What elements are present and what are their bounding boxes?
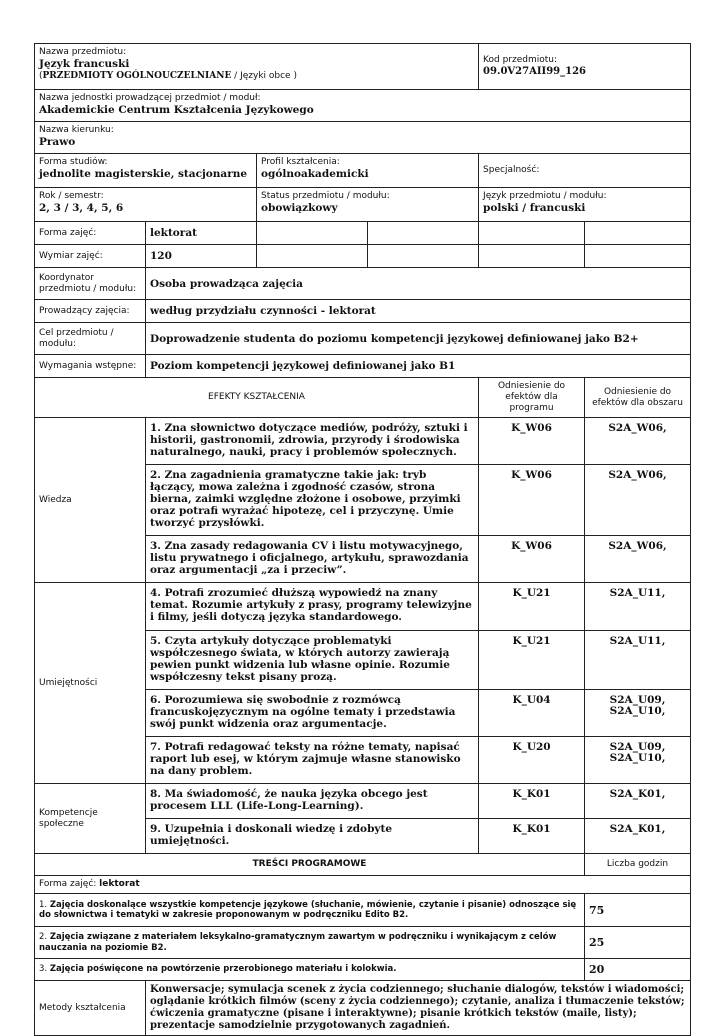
- field-label: Nazwa kierunku:: [39, 125, 114, 135]
- topic-hours: 25: [585, 927, 691, 959]
- requirements-label: Wymagania wstępne:: [35, 355, 146, 378]
- empty-cell: [479, 222, 585, 245]
- empty-cell: [585, 222, 691, 245]
- language-label: Język przedmiotu / modułu:: [483, 191, 607, 201]
- methods-text: Konwersacje; symulacja scenek z życia codziennego; słuchanie dialogów, tekstów i wiadomości; oglądanie krótkich filmów (sceny z życia codziennego); czytanie, analiza i tłumaczenie tekstów; ćwiczenia gramatyczne (pisane i interaktywne); pisanie krótkich tekstów (maile, listy); prezentacje samodzielnie przygotowanych zagadnień.: [146, 981, 691, 1036]
- hours-total: 120: [146, 245, 257, 268]
- effect-area-ref: S2A_U09, S2A_U10,: [585, 737, 691, 784]
- effect-text: 4. Potrafi zrozumieć dłuższą wypowiedź na znany temat. Rozumie artykuły z prasy, programy telewizyjne i filmy, jeśli dotyczą języka standardowego.: [146, 583, 479, 631]
- effect-area-ref: S2A_K01,: [585, 819, 691, 854]
- effect-group-label: Kompetencje społeczne: [35, 784, 146, 854]
- paren-open: (: [39, 71, 43, 81]
- teacher: według przydziału czynności - lektorat: [146, 300, 691, 323]
- course-info-table: [34, 43, 691, 378]
- effect-area-ref: S2A_W06,: [585, 465, 691, 536]
- effect-text: 2. Zna zagadnienia gramatyczne takie jak: tryb łączący, mowa zależna i zgodność czasów, strona bierna, zaimki względne złożone i osobowe, przyimki oraz potrafi wyrażać hipotezę, cel i przyczynę. Umie tworzyć przysłówki.: [146, 465, 479, 536]
- effects-title: EFEKTY KSZTAŁCENIA: [35, 378, 479, 418]
- status-cell: [257, 188, 479, 222]
- status: obowiązkowy: [261, 202, 338, 214]
- empty-cell: [585, 245, 691, 268]
- language-cell: [479, 188, 691, 222]
- year-label: Rok / semestr:: [39, 191, 104, 201]
- topic-number: 3.: [39, 964, 50, 975]
- empty-cell: [479, 245, 585, 268]
- subject-code-label: Kod przedmiotu:: [483, 55, 558, 65]
- subject-group-separator: /: [231, 71, 241, 81]
- unit-cell: [35, 90, 691, 122]
- effect-program-ref: K_W06: [479, 418, 585, 465]
- course-card: [34, 43, 690, 1036]
- effect-program-ref: K_U20: [479, 737, 585, 784]
- empty-cell: [257, 245, 368, 268]
- field-name: Prawo: [39, 136, 76, 148]
- effect-program-ref: K_U21: [479, 631, 585, 690]
- topic-hours: 75: [585, 894, 691, 927]
- effect-text: 1. Zna słownictwo dotyczące mediów, podróży, sztuki i historii, gastronomii, zdrowia, przyrody i środowiska naturalnego, nauki, pracy i problemów społecznych.: [146, 418, 479, 465]
- subject-code: 09.0V27AII99_126: [483, 66, 586, 77]
- empty-cell: [368, 222, 479, 245]
- topic-text: Zajęcia doskonalące wszystkie kompetencje językowe (słuchanie, mówienie, czytanie i pisanie) odnoszące się do słownictwa i tematyki w zakresie proponowanym w podręczniku Edito B2.: [39, 899, 577, 920]
- hours-col-header: Liczba godzin: [585, 854, 691, 876]
- content-title: TREŚCI PROGRAMOWE: [35, 854, 585, 876]
- content-form-row: [35, 876, 691, 894]
- paren-close: ): [290, 71, 297, 81]
- content-form-prefix: Forma zajęć:: [39, 879, 100, 889]
- effect-program-ref: K_U04: [479, 690, 585, 737]
- effect-text: 3. Zna zasady redagowania CV i listu motywacyjnego, listu prywatnego i oficjalnego, artykułu, sprawozdania oraz argumentacji „za i przeciw”.: [146, 536, 479, 583]
- subject-group-line: [39, 70, 474, 82]
- specialty-cell: [479, 154, 691, 188]
- study-form-label: Forma studiów:: [39, 157, 108, 167]
- effects-table: [34, 377, 691, 854]
- goal-label: Cel przedmiotu / modułu:: [35, 323, 146, 355]
- teacher-label: Prowadzący zajęcia:: [35, 300, 146, 323]
- profile-cell: [257, 154, 479, 188]
- topic-row: [35, 894, 585, 927]
- field-cell: [35, 122, 691, 154]
- topic-number: 1.: [39, 899, 50, 910]
- unit-label: Nazwa jednostki prowadzącej przedmiot / moduł:: [39, 93, 261, 103]
- study-form: jednolite magisterskie, stacjonarne: [39, 168, 248, 180]
- effect-area-ref: S2A_K01,: [585, 784, 691, 819]
- effect-text: 8. Ma świadomość, że nauka języka obcego jest procesem LLL (Life-Long-Learning).: [146, 784, 479, 819]
- hours-label: Wymiar zajęć:: [35, 245, 146, 268]
- goal: Doprowadzenie studenta do poziomu kompetencji językowej definiowanej jako B2+: [146, 323, 691, 355]
- profile-label: Profil kształcenia:: [261, 157, 340, 167]
- topic-text: Zajęcia związane z materiałem leksykalno-gramatycznym zawartym w podręczniku i wynikającym z celów nauczania na poziomie B2.: [39, 932, 557, 953]
- effect-area-ref: S2A_U09, S2A_U10,: [585, 690, 691, 737]
- language: polski / francuski: [483, 202, 586, 214]
- effect-area-ref: S2A_W06,: [585, 536, 691, 583]
- class-form-label: Forma zajęć:: [35, 222, 146, 245]
- effect-program-ref: K_W06: [479, 536, 585, 583]
- status-label: Status przedmiotu / modułu:: [261, 191, 390, 201]
- effect-program-ref: K_K01: [479, 784, 585, 819]
- effect-program-ref: K_W06: [479, 465, 585, 536]
- subject-name-label: Nazwa przedmiotu:: [39, 47, 127, 57]
- effect-text: 7. Potrafi redagować teksty na różne tematy, napisać raport lub esej, w którym zajmuje własne stanowisko na dany problem.: [146, 737, 479, 784]
- effect-area-ref: S2A_U11,: [585, 583, 691, 631]
- methods-label: Metody kształcenia: [35, 981, 146, 1036]
- subject-group: PRZEDMIOTY OGÓLNOUCZELNIANE: [42, 71, 232, 81]
- effects-body: [35, 418, 691, 854]
- unit-name: Akademickie Centrum Kształcenia Językowego: [39, 104, 314, 116]
- coordinator: Osoba prowadząca zajęcia: [146, 268, 691, 300]
- effect-area-ref: S2A_U11,: [585, 631, 691, 690]
- study-form-cell: [35, 154, 257, 188]
- effect-text: 6. Porozumiewa się swobodnie z rozmówcą francuskojęzycznym na ogólne tematy i przedstawia swój punkt widzenia oraz argumentacje.: [146, 690, 479, 737]
- topic-row: [35, 959, 585, 981]
- subject-subgroup: Języki obce: [240, 71, 291, 81]
- coordinator-label: Koordynator przedmiotu / modułu:: [35, 268, 146, 300]
- effect-area-ref: S2A_W06,: [585, 418, 691, 465]
- profile: ogólnoakademicki: [261, 168, 369, 180]
- year-cell: [35, 188, 257, 222]
- effect-group-label: Wiedza: [35, 418, 146, 583]
- effect-group-label: Umiejętności: [35, 583, 146, 784]
- topic-text: Zajęcia poświęcone na powtórzenie przerobionego materiału i kolokwia.: [49, 964, 397, 975]
- year-semester: 2, 3 / 3, 4, 5, 6: [39, 202, 124, 214]
- topic-row: [35, 927, 585, 959]
- effect-program-ref: K_K01: [479, 819, 585, 854]
- subject-code-cell: [479, 44, 691, 90]
- empty-cell: [257, 222, 368, 245]
- effect-text: 9. Uzupełnia i doskonali wiedzę i zdobyte umiejętności.: [146, 819, 479, 854]
- topic-hours: 20: [585, 959, 691, 981]
- content-table: [34, 853, 691, 1036]
- effect-program-ref: K_U21: [479, 583, 585, 631]
- subject-name-cell: [35, 44, 479, 90]
- content-form-value: lektorat: [99, 879, 140, 889]
- topic-number: 2.: [39, 932, 50, 942]
- topics-body: [35, 894, 691, 981]
- col-program-header: Odniesienie do efektów dla programu: [479, 378, 585, 418]
- requirements: Poziom kompetencji językowej definiowanej jako B1: [146, 355, 691, 378]
- subject-name: Język francuski: [39, 58, 130, 70]
- effect-text: 5. Czyta artykuły dotyczące problematyki współczesnego świata, w których autorzy zawierają pewien punkt widzenia lub własne opinie. Rozumie współczesny tekst pisany prozą.: [146, 631, 479, 690]
- specialty-label: Specjalność:: [483, 165, 540, 175]
- class-form: lektorat: [146, 222, 257, 245]
- empty-cell: [368, 245, 479, 268]
- col-area-header: Odniesienie do efektów dla obszaru: [585, 378, 691, 418]
